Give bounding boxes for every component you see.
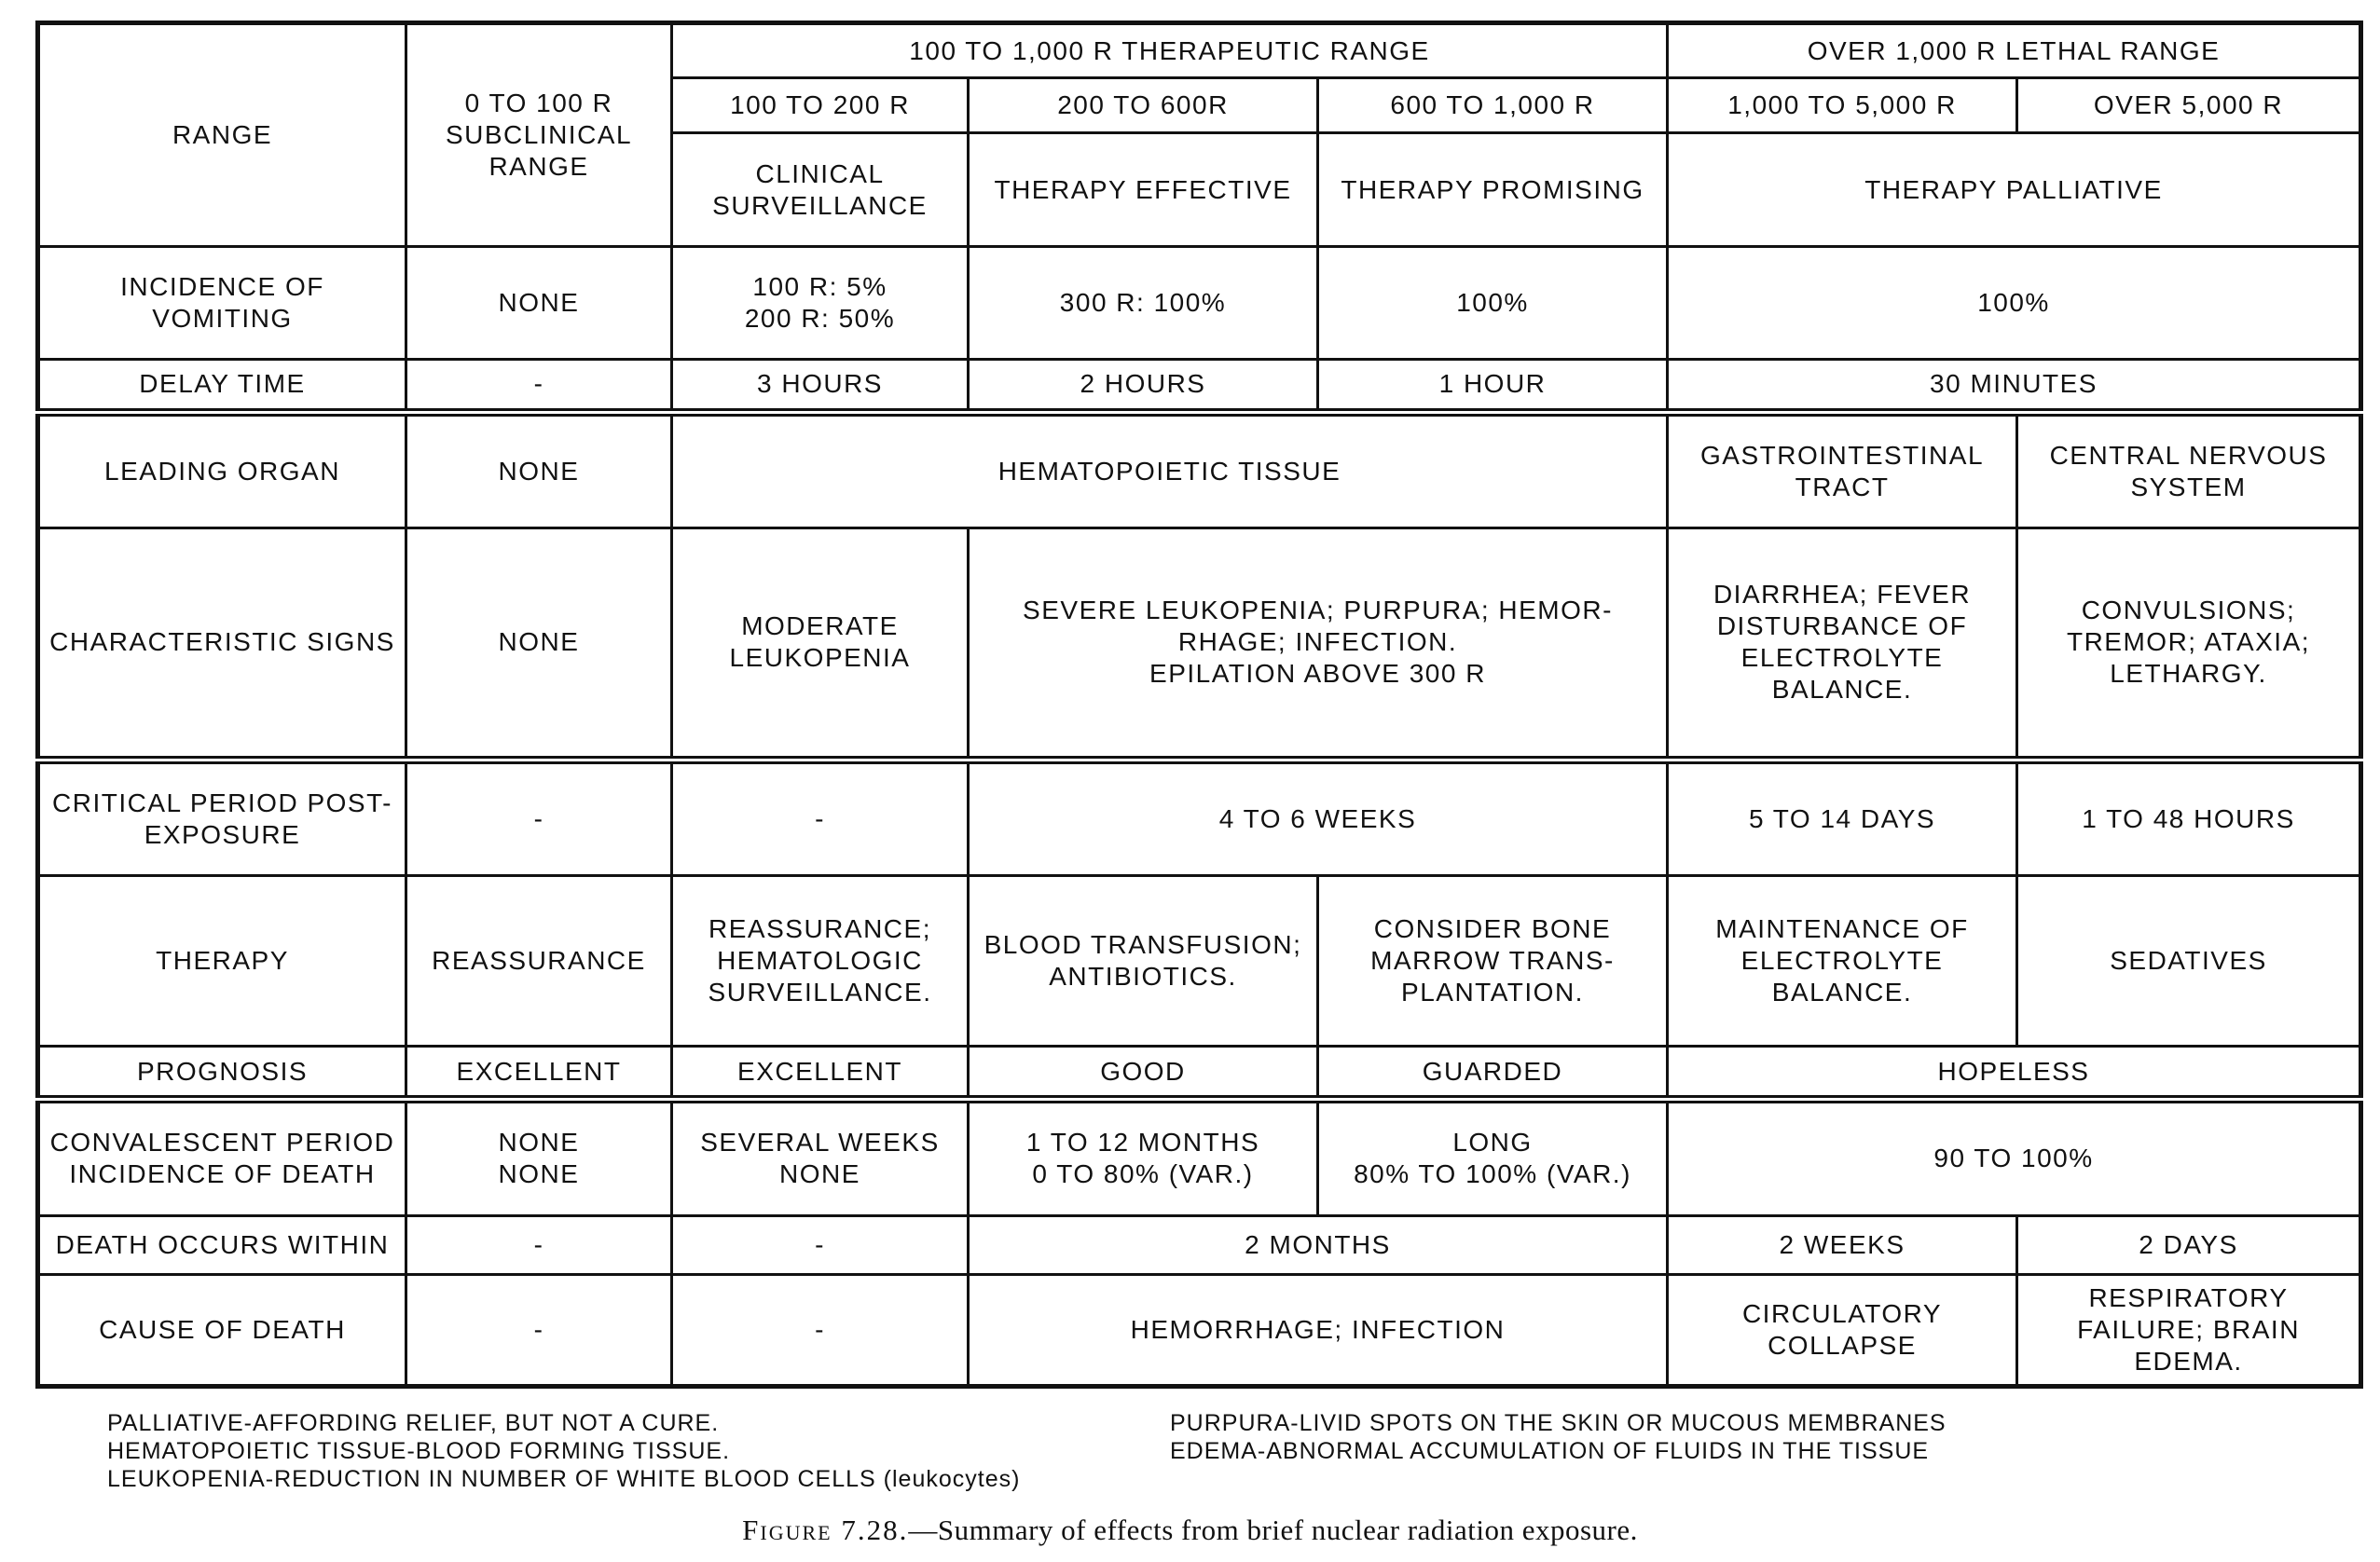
- cell: -: [406, 1274, 672, 1386]
- glossary-notes-left: [107, 1409, 1020, 1493]
- cell-line: LETHARGY.: [2110, 659, 2267, 689]
- row-label-death-within: DEATH OCCURS WITHIN: [38, 1215, 406, 1274]
- cell: -: [406, 760, 672, 875]
- cell: -: [672, 1215, 969, 1274]
- glossary-note: HEMATOPOIETIC TISSUE-BLOOD FORMING TISSUE.: [107, 1438, 731, 1464]
- status-therapy-promising: THERAPY PROMISING: [1318, 133, 1668, 247]
- table-row: [38, 359, 2361, 412]
- cell-line: NONE: [498, 1128, 580, 1158]
- table-row: [38, 1215, 2361, 1274]
- cell: EXCELLENT: [672, 1047, 969, 1100]
- cell: 1 TO 48 HOURS: [2017, 760, 2361, 875]
- cell: MAINTENANCE OF ELECTROLYTE BALANCE.: [1668, 875, 2017, 1046]
- cell: RESPIRATORY FAILURE; BRAIN EDEMA.: [2017, 1274, 2361, 1386]
- cell: GOOD: [969, 1047, 1318, 1100]
- cell: -: [406, 1215, 672, 1274]
- cell: REASSURANCE: [406, 875, 672, 1046]
- row-label-signs: CHARACTERISTIC SIGNS: [38, 528, 406, 760]
- table-row: [38, 247, 2361, 359]
- table-row: [38, 528, 2361, 760]
- cell: MODERATE LEUKOPENIA: [672, 528, 969, 760]
- cell: CENTRAL NERVOUS SYSTEM: [2017, 412, 2361, 528]
- cell-line: INCIDENCE OF DEATH: [69, 1159, 376, 1189]
- cell: [406, 1100, 672, 1215]
- status-therapy-palliative: THERAPY PALLIATIVE: [1668, 133, 2361, 247]
- row-label-cause: CAUSE OF DEATH: [38, 1274, 406, 1386]
- cell-line: DISTURBANCE OF: [1716, 611, 1968, 641]
- row-label-convalescent: [38, 1100, 406, 1215]
- status-therapy-effective: THERAPY EFFECTIVE: [969, 133, 1318, 247]
- cell: 2 HOURS: [969, 359, 1318, 412]
- header-therapeutic-range: 100 TO 1,000 R THERAPEUTIC RANGE: [672, 23, 1668, 78]
- cell-line: DIARRHEA; FEVER: [1713, 580, 1972, 610]
- cell-line: 0 TO 80% (VAR.): [1032, 1159, 1254, 1189]
- figure-number: Figure 7.28.: [742, 1514, 909, 1546]
- glossary-note: PALLIATIVE-AFFORDING RELIEF, BUT NOT A CURE.: [107, 1410, 720, 1436]
- figure-caption: [0, 1514, 2380, 1547]
- cell: 1 HOUR: [1318, 359, 1668, 412]
- cell: EXCELLENT: [406, 1047, 672, 1100]
- row-label-vomiting: INCIDENCE OF VOMITING: [38, 247, 406, 359]
- cell-line: CONVALESCENT PERIOD: [49, 1128, 395, 1158]
- cell: HEMORRHAGE; INFECTION: [969, 1274, 1668, 1386]
- cell: 2 MONTHS: [969, 1215, 1668, 1274]
- row-label-therapy: THERAPY: [38, 875, 406, 1046]
- table-row: [38, 1047, 2361, 1100]
- cell: GUARDED: [1318, 1047, 1668, 1100]
- table-row: [38, 760, 2361, 875]
- cell: REASSURANCE; HEMATOLOGIC SURVEILLANCE.: [672, 875, 969, 1046]
- cell-line: 1 TO 12 MONTHS: [1025, 1128, 1260, 1158]
- cell-line: EPILATION ABOVE 300 R: [1149, 659, 1486, 689]
- cell: 30 MINUTES: [1668, 359, 2361, 412]
- cell-line: CONVULSIONS;: [2081, 596, 2296, 625]
- status-clinical-surveillance: CLINICAL SURVEILLANCE: [672, 133, 969, 247]
- cell: [969, 528, 1668, 760]
- row-label-prognosis: PROGNOSIS: [38, 1047, 406, 1100]
- cell: HOPELESS: [1668, 1047, 2361, 1100]
- cell: -: [672, 1274, 969, 1386]
- glossary-note: PURPURA-LIVID SPOTS ON THE SKIN OR MUCOUS MEMBRANES: [1170, 1410, 1947, 1436]
- subrange-over-5000: OVER 5,000 R: [2017, 78, 2361, 133]
- glossary-note: LEUKOPENIA-REDUCTION IN NUMBER OF WHITE BLOOD CELLS (leukocytes): [107, 1466, 1021, 1492]
- cell: 2 DAYS: [2017, 1215, 2361, 1274]
- cell: 2 WEEKS: [1668, 1215, 2017, 1274]
- header-lethal-range: OVER 1,000 R LETHAL RANGE: [1668, 23, 2361, 78]
- row-label-delay: DELAY TIME: [38, 359, 406, 412]
- cell-line: LONG: [1452, 1128, 1533, 1158]
- cell: HEMATOPOIETIC TISSUE: [672, 412, 1668, 528]
- cell-line: SEVERE LEUKOPENIA; PURPURA; HEMOR-: [1023, 596, 1613, 625]
- table-row: [38, 875, 2361, 1046]
- cell: [672, 1100, 969, 1215]
- cell: BLOOD TRANSFUSION; ANTIBIOTICS.: [969, 875, 1318, 1046]
- cell: [2017, 528, 2361, 760]
- cell: -: [672, 760, 969, 875]
- subrange-600-1000: 600 TO 1,000 R: [1318, 78, 1668, 133]
- cell: NONE: [406, 247, 672, 359]
- row-label-critical: CRITICAL PERIOD POST-EXPOSURE: [38, 760, 406, 875]
- cell: 300 R: 100%: [969, 247, 1318, 359]
- cell-line: SEVERAL WEEKS: [700, 1128, 940, 1158]
- cell-line: ELECTROLYTE: [1740, 643, 1944, 673]
- subrange-1000-5000: 1,000 TO 5,000 R: [1668, 78, 2017, 133]
- cell: -: [406, 359, 672, 412]
- cell-line: RHAGE; INFECTION.: [1177, 627, 1458, 657]
- cell: 90 TO 100%: [1668, 1100, 2361, 1215]
- subrange-200-600: 200 TO 600R: [969, 78, 1318, 133]
- cell: 100%: [1668, 247, 2361, 359]
- cell-line: 80% TO 100% (VAR.): [1354, 1159, 1631, 1189]
- cell: 4 TO 6 WEEKS: [969, 760, 1668, 875]
- cell-line: 200 R: 50%: [744, 304, 896, 333]
- cell-line: NONE: [498, 1159, 580, 1189]
- cell: NONE: [406, 528, 672, 760]
- glossary-notes-right: [1170, 1409, 1947, 1465]
- cell: [672, 247, 969, 359]
- row-label-organ: LEADING ORGAN: [38, 412, 406, 528]
- cell: SEDATIVES: [2017, 875, 2361, 1046]
- cell: NONE: [406, 412, 672, 528]
- cell: GASTROINTESTINAL TRACT: [1668, 412, 2017, 528]
- cell-line: TREMOR; ATAXIA;: [2066, 627, 2311, 657]
- cell-line: BALANCE.: [1771, 675, 1913, 705]
- header-range-label: RANGE: [38, 23, 406, 247]
- cell: [969, 1100, 1318, 1215]
- cell: CONSIDER BONE MARROW TRANS- PLANTATION.: [1318, 875, 1668, 1046]
- cell: 100%: [1318, 247, 1668, 359]
- table-row: [38, 1274, 2361, 1386]
- cell: 5 TO 14 DAYS: [1668, 760, 2017, 875]
- cell: CIRCULATORY COLLAPSE: [1668, 1274, 2017, 1386]
- table-row: [38, 1100, 2361, 1215]
- cell-line: NONE: [779, 1159, 860, 1189]
- cell: 3 HOURS: [672, 359, 969, 412]
- radiation-effects-table: [35, 21, 2363, 1389]
- cell-line: 100 R: 5%: [752, 272, 887, 301]
- cell: [1318, 1100, 1668, 1215]
- cell: [1668, 528, 2017, 760]
- subrange-100-200: 100 TO 200 R: [672, 78, 969, 133]
- glossary-note: EDEMA-ABNORMAL ACCUMULATION OF FLUIDS IN THE TISSUE: [1170, 1438, 1930, 1464]
- header-subclinical-range: 0 TO 100 R SUBCLINICAL RANGE: [406, 23, 672, 247]
- table-row: [38, 412, 2361, 528]
- caption-text: —Summary of effects from brief nuclear radiation exposure.: [908, 1514, 1638, 1546]
